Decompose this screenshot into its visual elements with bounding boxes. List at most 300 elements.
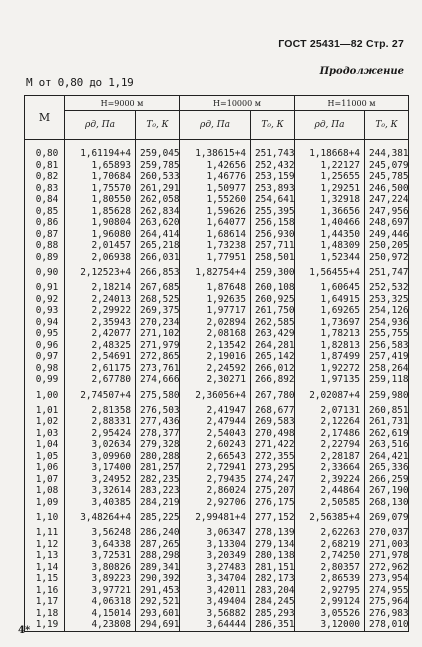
value-cell: 263,429 — [251, 328, 295, 340]
value-cell: 2,02087+4 — [295, 386, 365, 405]
value-cell: 256,930 — [251, 229, 295, 241]
mach-cell: 1,02 — [25, 416, 65, 428]
value-cell: 3,02634 — [65, 439, 136, 451]
mach-cell: 0,84 — [25, 194, 65, 206]
value-cell: 1,73697 — [295, 317, 365, 329]
value-cell: 2,13542 — [180, 340, 251, 352]
value-cell: 2,28187 — [295, 451, 365, 463]
value-cell: 288,298 — [136, 550, 180, 562]
mach-cell: 0,95 — [25, 328, 65, 340]
mach-cell: 0,86 — [25, 217, 65, 229]
value-cell: 2,36056+4 — [180, 386, 251, 405]
value-cell: 1,70684 — [65, 171, 136, 183]
value-cell: 1,65893 — [65, 160, 136, 172]
value-cell: 2,54043 — [180, 428, 251, 440]
value-cell: 1,22127 — [295, 160, 365, 172]
value-cell: 291,453 — [136, 585, 180, 597]
value-cell: 254,641 — [251, 194, 295, 206]
value-cell: 2,18214 — [65, 282, 136, 294]
value-cell: 259,045 — [136, 140, 180, 160]
table-row — [25, 527, 409, 539]
table-row — [25, 428, 409, 440]
value-cell: 2,74507+4 — [65, 386, 136, 405]
value-cell: 2,95424 — [65, 428, 136, 440]
table-row — [25, 596, 409, 608]
value-cell: 2,22794 — [295, 439, 365, 451]
mach-cell: 0,87 — [25, 229, 65, 241]
mach-cell: 1,07 — [25, 474, 65, 486]
value-cell: 257,711 — [251, 240, 295, 252]
value-cell: 1,32918 — [295, 194, 365, 206]
value-cell: 272,865 — [136, 351, 180, 363]
value-cell: 2,30271 — [180, 374, 251, 386]
value-cell: 247,956 — [365, 206, 409, 218]
value-cell: 244,381 — [365, 140, 409, 160]
mach-cell: 1,06 — [25, 462, 65, 474]
table-row — [25, 363, 409, 375]
value-cell: 2,02894 — [180, 317, 251, 329]
value-cell: 1,87499 — [295, 351, 365, 363]
value-cell: 1,61194+4 — [65, 140, 136, 160]
value-cell: 2,99481+4 — [180, 508, 251, 527]
mach-cell: 1,16 — [25, 585, 65, 597]
value-cell: 2,60243 — [180, 439, 251, 451]
value-cell: 265,142 — [251, 351, 295, 363]
value-cell: 1,80550 — [65, 194, 136, 206]
column-header-m: M — [25, 96, 65, 140]
value-cell: 4,15014 — [65, 608, 136, 620]
value-cell: 272,962 — [365, 562, 409, 574]
value-cell: 2,61175 — [65, 363, 136, 375]
value-cell: 293,601 — [136, 608, 180, 620]
value-cell: 271,003 — [365, 539, 409, 551]
value-cell: 3,42011 — [180, 585, 251, 597]
value-cell: 260,851 — [365, 405, 409, 417]
value-cell: 270,498 — [251, 428, 295, 440]
value-cell: 267,685 — [136, 282, 180, 294]
mach-cell: 1,11 — [25, 527, 65, 539]
value-cell: 265,218 — [136, 240, 180, 252]
value-cell: 1,42656 — [180, 160, 251, 172]
value-cell: 269,375 — [136, 305, 180, 317]
value-cell: 3,49404 — [180, 596, 251, 608]
value-cell: 3,17400 — [65, 462, 136, 474]
value-cell: 1,36656 — [295, 206, 365, 218]
value-cell: 254,936 — [365, 317, 409, 329]
value-cell: 268,525 — [136, 294, 180, 306]
mach-cell: 0,89 — [25, 252, 65, 264]
data-table-wrapper — [24, 95, 408, 632]
value-cell: 285,225 — [136, 508, 180, 527]
value-cell: 1,55260 — [180, 194, 251, 206]
value-cell: 263,620 — [136, 217, 180, 229]
value-cell: 1,44350 — [295, 229, 365, 241]
value-cell: 246,500 — [365, 183, 409, 195]
table-row — [25, 416, 409, 428]
value-cell: 250,972 — [365, 252, 409, 264]
page-footer: 4* — [18, 625, 31, 636]
value-cell: 3,34704 — [180, 573, 251, 585]
mach-cell: 1,10 — [25, 508, 65, 527]
data-table — [24, 95, 409, 632]
value-cell: 264,414 — [136, 229, 180, 241]
value-cell: 1,40466 — [295, 217, 365, 229]
value-cell: 1,48309 — [295, 240, 365, 252]
value-cell: 2,01457 — [65, 240, 136, 252]
column-header-t0: T₀, К — [251, 111, 295, 140]
value-cell: 278,377 — [136, 428, 180, 440]
value-cell: 1,77951 — [180, 252, 251, 264]
value-cell: 1,69265 — [295, 305, 365, 317]
value-cell: 292,521 — [136, 596, 180, 608]
mach-cell: 0,83 — [25, 183, 65, 195]
value-cell: 3,13304 — [180, 539, 251, 551]
value-cell: 2,39224 — [295, 474, 365, 486]
mach-cell: 0,88 — [25, 240, 65, 252]
value-cell: 3,64338 — [65, 539, 136, 551]
value-cell: 1,68614 — [180, 229, 251, 241]
value-cell: 251,747 — [365, 263, 409, 282]
value-cell: 1,52344 — [295, 252, 365, 264]
continued-label: Продолжение — [319, 66, 404, 77]
value-cell: 2,86539 — [295, 573, 365, 585]
value-cell: 252,532 — [365, 282, 409, 294]
value-cell: 276,503 — [136, 405, 180, 417]
group-header-11000: H=11000 м — [295, 96, 409, 111]
page-header: ГОСТ 25431—82 Стр. 27 — [278, 38, 404, 50]
value-cell: 265,336 — [365, 462, 409, 474]
value-cell: 3,64444 — [180, 619, 251, 631]
value-cell: 1,82754+4 — [180, 263, 251, 282]
value-cell: 273,954 — [365, 573, 409, 585]
value-cell: 3,09960 — [65, 451, 136, 463]
table-row — [25, 206, 409, 218]
value-cell: 250,205 — [365, 240, 409, 252]
mach-cell: 1,05 — [25, 451, 65, 463]
value-cell: 264,421 — [365, 451, 409, 463]
value-cell: 267,780 — [251, 386, 295, 405]
value-cell: 282,173 — [251, 573, 295, 585]
value-cell: 260,108 — [251, 282, 295, 294]
value-cell: 283,223 — [136, 485, 180, 497]
value-cell: 2,47944 — [180, 416, 251, 428]
table-row — [25, 252, 409, 264]
table-body — [25, 140, 409, 632]
table-row — [25, 340, 409, 352]
range-label: M от 0,80 до 1,19 — [26, 76, 134, 89]
value-cell: 2,08168 — [180, 328, 251, 340]
mach-cell: 0,99 — [25, 374, 65, 386]
value-cell: 1,64915 — [295, 294, 365, 306]
value-cell: 2,24592 — [180, 363, 251, 375]
table-row — [25, 351, 409, 363]
value-cell: 1,38615+4 — [180, 140, 251, 160]
value-cell: 2,07131 — [295, 405, 365, 417]
value-cell: 282,235 — [136, 474, 180, 486]
table-row — [25, 229, 409, 241]
value-cell: 3,56248 — [65, 527, 136, 539]
mach-cell: 1,03 — [25, 428, 65, 440]
table-row — [25, 294, 409, 306]
table-row — [25, 183, 409, 195]
value-cell: 254,126 — [365, 305, 409, 317]
value-cell: 256,583 — [365, 340, 409, 352]
value-cell: 286,351 — [251, 619, 295, 631]
mach-cell: 1,18 — [25, 608, 65, 620]
table-row — [25, 194, 409, 206]
table-row — [25, 328, 409, 340]
value-cell: 2,12523+4 — [65, 263, 136, 282]
value-cell: 2,74250 — [295, 550, 365, 562]
value-cell: 261,731 — [365, 416, 409, 428]
value-cell: 3,56882 — [180, 608, 251, 620]
value-cell: 1,25655 — [295, 171, 365, 183]
value-cell: 263,516 — [365, 439, 409, 451]
value-cell: 259,300 — [251, 263, 295, 282]
value-cell: 268,677 — [251, 405, 295, 417]
table-row — [25, 539, 409, 551]
mach-cell: 1,19 — [25, 619, 65, 631]
value-cell: 3,20349 — [180, 550, 251, 562]
value-cell: 290,392 — [136, 573, 180, 585]
value-cell: 2,29922 — [65, 305, 136, 317]
value-cell: 1,82813 — [295, 340, 365, 352]
value-cell: 261,291 — [136, 183, 180, 195]
value-cell: 273,761 — [136, 363, 180, 375]
mach-cell: 0,93 — [25, 305, 65, 317]
group-header-9000: H=9000 м — [65, 96, 180, 111]
value-cell: 1,60645 — [295, 282, 365, 294]
value-cell: 280,288 — [136, 451, 180, 463]
value-cell: 2,41947 — [180, 405, 251, 417]
value-cell: 1,87648 — [180, 282, 251, 294]
value-cell: 2,33664 — [295, 462, 365, 474]
value-cell: 1,78213 — [295, 328, 365, 340]
table-row — [25, 474, 409, 486]
value-cell: 258,501 — [251, 252, 295, 264]
value-cell: 284,245 — [251, 596, 295, 608]
mach-cell: 1,08 — [25, 485, 65, 497]
value-cell: 278,010 — [365, 619, 409, 631]
value-cell: 245,785 — [365, 171, 409, 183]
value-cell: 277,436 — [136, 416, 180, 428]
value-cell: 2,62263 — [295, 527, 365, 539]
table-row — [25, 386, 409, 405]
mach-cell: 0,98 — [25, 363, 65, 375]
table-row — [25, 550, 409, 562]
value-cell: 253,325 — [365, 294, 409, 306]
mach-cell: 1,04 — [25, 439, 65, 451]
table-row — [25, 374, 409, 386]
value-cell: 276,175 — [251, 497, 295, 509]
value-cell: 286,240 — [136, 527, 180, 539]
value-cell: 3,27483 — [180, 562, 251, 574]
value-cell: 2,86024 — [180, 485, 251, 497]
value-cell: 279,328 — [136, 439, 180, 451]
value-cell: 271,422 — [251, 439, 295, 451]
value-cell: 2,92706 — [180, 497, 251, 509]
value-cell: 284,219 — [136, 497, 180, 509]
mach-cell: 0,85 — [25, 206, 65, 218]
mach-cell: 0,92 — [25, 294, 65, 306]
value-cell: 245,079 — [365, 160, 409, 172]
mach-cell: 0,96 — [25, 340, 65, 352]
mach-cell: 0,91 — [25, 282, 65, 294]
table-row — [25, 240, 409, 252]
value-cell: 2,99124 — [295, 596, 365, 608]
table-row — [25, 451, 409, 463]
mach-cell: 1,00 — [25, 386, 65, 405]
value-cell: 1,73238 — [180, 240, 251, 252]
value-cell: 3,05526 — [295, 608, 365, 620]
value-cell: 255,395 — [251, 206, 295, 218]
value-cell: 249,446 — [365, 229, 409, 241]
table-row — [25, 171, 409, 183]
value-cell: 253,893 — [251, 183, 295, 195]
value-cell: 1,46776 — [180, 171, 251, 183]
mach-cell: 0,94 — [25, 317, 65, 329]
value-cell: 3,12000 — [295, 619, 365, 631]
mach-cell: 0,81 — [25, 160, 65, 172]
value-cell: 3,97721 — [65, 585, 136, 597]
value-cell: 1,75570 — [65, 183, 136, 195]
table-row — [25, 462, 409, 474]
mach-cell: 1,15 — [25, 573, 65, 585]
value-cell: 266,031 — [136, 252, 180, 264]
mach-cell: 1,12 — [25, 539, 65, 551]
table-row — [25, 282, 409, 294]
value-cell: 2,42077 — [65, 328, 136, 340]
value-cell: 1,29251 — [295, 183, 365, 195]
value-cell: 3,72531 — [65, 550, 136, 562]
value-cell: 2,17486 — [295, 428, 365, 440]
value-cell: 267,190 — [365, 485, 409, 497]
value-cell: 266,853 — [136, 263, 180, 282]
table-row — [25, 497, 409, 509]
value-cell: 3,24952 — [65, 474, 136, 486]
value-cell: 262,585 — [251, 317, 295, 329]
value-cell: 272,355 — [251, 451, 295, 463]
value-cell: 2,24013 — [65, 294, 136, 306]
value-cell: 1,18668+4 — [295, 140, 365, 160]
value-cell: 1,85628 — [65, 206, 136, 218]
mach-cell: 0,80 — [25, 140, 65, 160]
value-cell: 1,92635 — [180, 294, 251, 306]
mach-cell: 1,09 — [25, 497, 65, 509]
value-cell: 260,925 — [251, 294, 295, 306]
value-cell: 2,54691 — [65, 351, 136, 363]
value-cell: 1,90804 — [65, 217, 136, 229]
value-cell: 270,234 — [136, 317, 180, 329]
value-cell: 289,341 — [136, 562, 180, 574]
table-row — [25, 317, 409, 329]
value-cell: 275,207 — [251, 485, 295, 497]
value-cell: 260,533 — [136, 171, 180, 183]
value-cell: 2,68219 — [295, 539, 365, 551]
table-row — [25, 608, 409, 620]
table-row — [25, 562, 409, 574]
value-cell: 262,058 — [136, 194, 180, 206]
value-cell: 278,139 — [251, 527, 295, 539]
value-cell: 283,204 — [251, 585, 295, 597]
column-header-t0: T₀, К — [136, 111, 180, 140]
value-cell: 261,750 — [251, 305, 295, 317]
value-cell: 2,79435 — [180, 474, 251, 486]
mach-cell: 0,82 — [25, 171, 65, 183]
value-cell: 270,037 — [365, 527, 409, 539]
value-cell: 2,56385+4 — [295, 508, 365, 527]
value-cell: 2,80357 — [295, 562, 365, 574]
table-row — [25, 619, 409, 631]
value-cell: 264,281 — [251, 340, 295, 352]
value-cell: 2,66543 — [180, 451, 251, 463]
value-cell: 259,980 — [365, 386, 409, 405]
value-cell: 275,580 — [136, 386, 180, 405]
value-cell: 279,134 — [251, 539, 295, 551]
value-cell: 2,06938 — [65, 252, 136, 264]
value-cell: 247,224 — [365, 194, 409, 206]
value-cell: 251,743 — [251, 140, 295, 160]
value-cell: 1,97717 — [180, 305, 251, 317]
column-header-pd: ρд, Па — [180, 111, 251, 140]
value-cell: 4,23808 — [65, 619, 136, 631]
value-cell: 255,755 — [365, 328, 409, 340]
column-header-t0: T₀, К — [365, 111, 409, 140]
mach-cell: 1,13 — [25, 550, 65, 562]
table-row — [25, 439, 409, 451]
table-row — [25, 160, 409, 172]
value-cell: 2,88331 — [65, 416, 136, 428]
value-cell: 271,102 — [136, 328, 180, 340]
value-cell: 287,265 — [136, 539, 180, 551]
value-cell: 281,151 — [251, 562, 295, 574]
value-cell: 3,40385 — [65, 497, 136, 509]
value-cell: 3,48264+4 — [65, 508, 136, 527]
value-cell: 259,118 — [365, 374, 409, 386]
mach-cell: 1,17 — [25, 596, 65, 608]
table-row — [25, 485, 409, 497]
value-cell: 4,06318 — [65, 596, 136, 608]
mach-cell: 0,90 — [25, 263, 65, 282]
value-cell: 273,295 — [251, 462, 295, 474]
column-header-pd: ρд, Па — [65, 111, 136, 140]
value-cell: 277,152 — [251, 508, 295, 527]
value-cell: 259,785 — [136, 160, 180, 172]
value-cell: 271,978 — [365, 550, 409, 562]
value-cell: 266,259 — [365, 474, 409, 486]
value-cell: 2,50585 — [295, 497, 365, 509]
value-cell: 274,955 — [365, 585, 409, 597]
mach-cell: 1,01 — [25, 405, 65, 417]
value-cell: 2,72941 — [180, 462, 251, 474]
value-cell: 258,264 — [365, 363, 409, 375]
value-cell: 3,32614 — [65, 485, 136, 497]
value-cell: 2,48325 — [65, 340, 136, 352]
mach-cell: 1,14 — [25, 562, 65, 574]
value-cell: 275,964 — [365, 596, 409, 608]
value-cell: 266,012 — [251, 363, 295, 375]
value-cell: 276,983 — [365, 608, 409, 620]
value-cell: 271,979 — [136, 340, 180, 352]
value-cell: 294,691 — [136, 619, 180, 631]
value-cell: 3,06347 — [180, 527, 251, 539]
value-cell: 268,130 — [365, 497, 409, 509]
value-cell: 1,64077 — [180, 217, 251, 229]
value-cell: 262,619 — [365, 428, 409, 440]
value-cell: 262,834 — [136, 206, 180, 218]
table-row — [25, 508, 409, 527]
value-cell: 2,92795 — [295, 585, 365, 597]
